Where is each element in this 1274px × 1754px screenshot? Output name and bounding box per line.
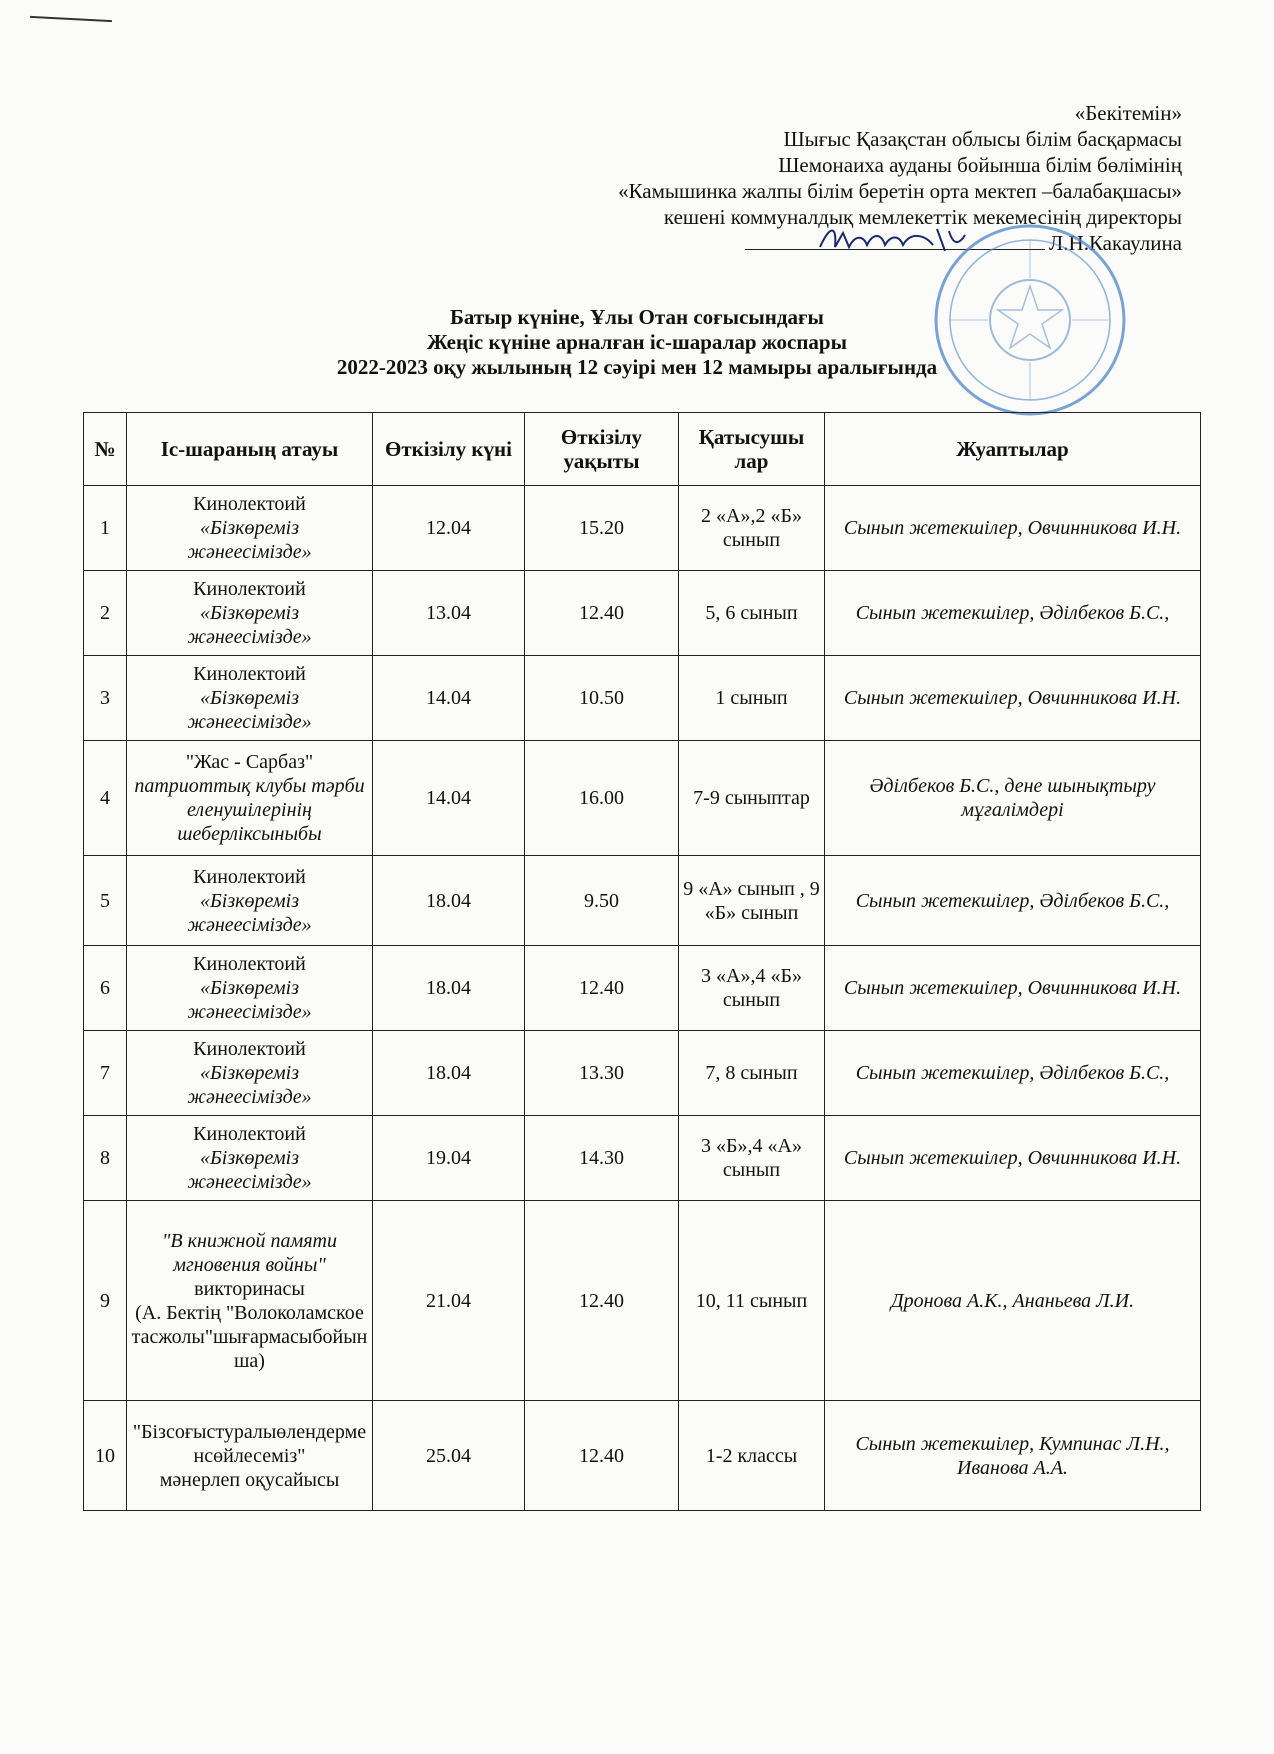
title-line-1: Батыр күніне, Ұлы Отан соғысындағы: [450, 305, 824, 329]
event-responsible: Сынып жетекшілер, Кумпинас Л.Н., Иванова А.А.: [825, 1401, 1201, 1511]
event-date: 19.04: [373, 1116, 525, 1201]
approval-line-1: «Бекітемін»: [1074, 101, 1182, 125]
event-time: 12.40: [525, 571, 679, 656]
row-number: 1: [84, 486, 127, 571]
event-responsible: Сынып жетекшілер, Әділбеков Б.С.,: [825, 1031, 1201, 1116]
event-participants: 2 «А»,2 «Б» сынып: [679, 486, 825, 571]
event-participants: 10, 11 сынып: [679, 1201, 825, 1401]
table-row: [84, 1116, 1201, 1201]
scan-artifact-line: [30, 16, 112, 22]
event-time: 12.40: [525, 1401, 679, 1511]
row-number: 7: [84, 1031, 127, 1116]
events-plan-table: [83, 412, 1201, 1511]
column-header-responsible: Жуаптылар: [825, 413, 1201, 486]
event-time: 15.20: [525, 486, 679, 571]
row-number: 3: [84, 656, 127, 741]
column-header-number: №: [84, 413, 127, 486]
event-name: "В книжной памяти мгновения войны" викторинасы (А. Бектің "Волоколамское тасжолы"шығармасыбойынша): [127, 1201, 373, 1401]
event-name: Кинолектоий «Бізкөреміз жәнеесіміздe»: [127, 1116, 373, 1201]
column-header-time: Өткізілу уақыты: [525, 413, 679, 486]
event-name: Кинолектоий «Бізкөреміз жәнеесіміздe»: [127, 571, 373, 656]
table-row: [84, 1401, 1201, 1511]
row-number: 8: [84, 1116, 127, 1201]
document-title: [0, 305, 1274, 380]
event-participants: 3 «А»,4 «Б» сынып: [679, 946, 825, 1031]
row-number: 2: [84, 571, 127, 656]
event-date: 25.04: [373, 1401, 525, 1511]
event-responsible: Сынып жетекшілер, Овчинникова И.Н.: [825, 946, 1201, 1031]
event-name: Кинолектоий «Бізкөреміз жәнеесіміздe»: [127, 486, 373, 571]
event-participants: 7-9 сыныптар: [679, 741, 825, 856]
event-responsible: Сынып жетекшілер, Овчинникова И.Н.: [825, 486, 1201, 571]
event-time: 9.50: [525, 856, 679, 946]
table-row: [84, 1201, 1201, 1401]
event-participants: 7, 8 сынып: [679, 1031, 825, 1116]
title-line-3: 2022-2023 оқу жылының 12 сәуірі мен 12 мамыры аралығында: [336, 355, 938, 379]
event-time: 10.50: [525, 656, 679, 741]
event-name: Кинолектоий «Бізкөреміз жәнеесіміздe»: [127, 656, 373, 741]
approval-line-4: «Камышинка жалпы білім беретін орта мектеп –балабақшасы»: [618, 179, 1182, 203]
table-row: [84, 741, 1201, 856]
row-number: 6: [84, 946, 127, 1031]
column-header-event-name: Іс-шараның атауы: [127, 413, 373, 486]
event-date: 18.04: [373, 1031, 525, 1116]
event-date: 14.04: [373, 741, 525, 856]
event-responsible: Сынып жетекшілер, Овчинникова И.Н.: [825, 656, 1201, 741]
event-participants: 3 «Б»,4 «А» сынып: [679, 1116, 825, 1201]
table-row: [84, 946, 1201, 1031]
event-name: "Бізсоғыстуралыөлендерменсөйлесеміз" мәнерлеп оқусайысы: [127, 1401, 373, 1511]
event-date: 21.04: [373, 1201, 525, 1401]
row-number: 5: [84, 856, 127, 946]
event-date: 12.04: [373, 486, 525, 571]
column-header-participants: Қатысушы лар: [679, 413, 825, 486]
row-number: 10: [84, 1401, 127, 1511]
table-header-row: [84, 413, 1201, 486]
title-line-2: Жеңіс күніне арналған іс-шаралар жоспары: [426, 330, 847, 354]
event-responsible: Дронова А.К., Ананьева Л.И.: [825, 1201, 1201, 1401]
event-name: Кинолектоий «Бізкөреміз жәнеесіміздe»: [127, 946, 373, 1031]
table-row: [84, 486, 1201, 571]
event-responsible: Сынып жетекшілер, Овчинникова И.Н.: [825, 1116, 1201, 1201]
event-participants: 5, 6 сынып: [679, 571, 825, 656]
event-participants: 1-2 классы: [679, 1401, 825, 1511]
table-row: [84, 656, 1201, 741]
event-time: 14.30: [525, 1116, 679, 1201]
approval-line-5: кешені коммуналдық мемлекеттік мекемесінің директоры: [663, 205, 1182, 229]
event-responsible: Сынып жетекшілер, Әділбеков Б.С.,: [825, 856, 1201, 946]
event-time: 13.30: [525, 1031, 679, 1116]
event-date: 14.04: [373, 656, 525, 741]
event-time: 16.00: [525, 741, 679, 856]
table-row: [84, 1031, 1201, 1116]
event-date: 18.04: [373, 856, 525, 946]
event-date: 13.04: [373, 571, 525, 656]
event-participants: 9 «А» сынып , 9 «Б» сынып: [679, 856, 825, 946]
event-name: Кинолектоий «Бізкөреміз жәнеесіміздe»: [127, 856, 373, 946]
approval-line-2: Шығыс Қазақстан облысы білім басқармасы: [783, 127, 1182, 151]
event-responsible: Сынып жетекшілер, Әділбеков Б.С.,: [825, 571, 1201, 656]
event-date: 18.04: [373, 946, 525, 1031]
event-name: Кинолектоий «Бізкөреміз жәнеесіміздe»: [127, 1031, 373, 1116]
event-time: 12.40: [525, 946, 679, 1031]
row-number: 9: [84, 1201, 127, 1401]
row-number: 4: [84, 741, 127, 856]
event-name: "Жас - Сарбаз" патриоттық клубы тәрбиеленушілерінің шеберліксыныбы: [127, 741, 373, 856]
table-row: [84, 571, 1201, 656]
event-responsible: Әділбеков Б.С., дене шынықтыру мұғалімдері: [825, 741, 1201, 856]
table-row: [84, 856, 1201, 946]
column-header-date: Өткізілу күні: [373, 413, 525, 486]
event-participants: 1 сынып: [679, 656, 825, 741]
signer-name: Л.Н.Какаулина: [1049, 231, 1182, 255]
approval-line-3: Шемонаиха ауданы бойынша білім бөлімінің: [778, 153, 1182, 177]
event-time: 12.40: [525, 1201, 679, 1401]
